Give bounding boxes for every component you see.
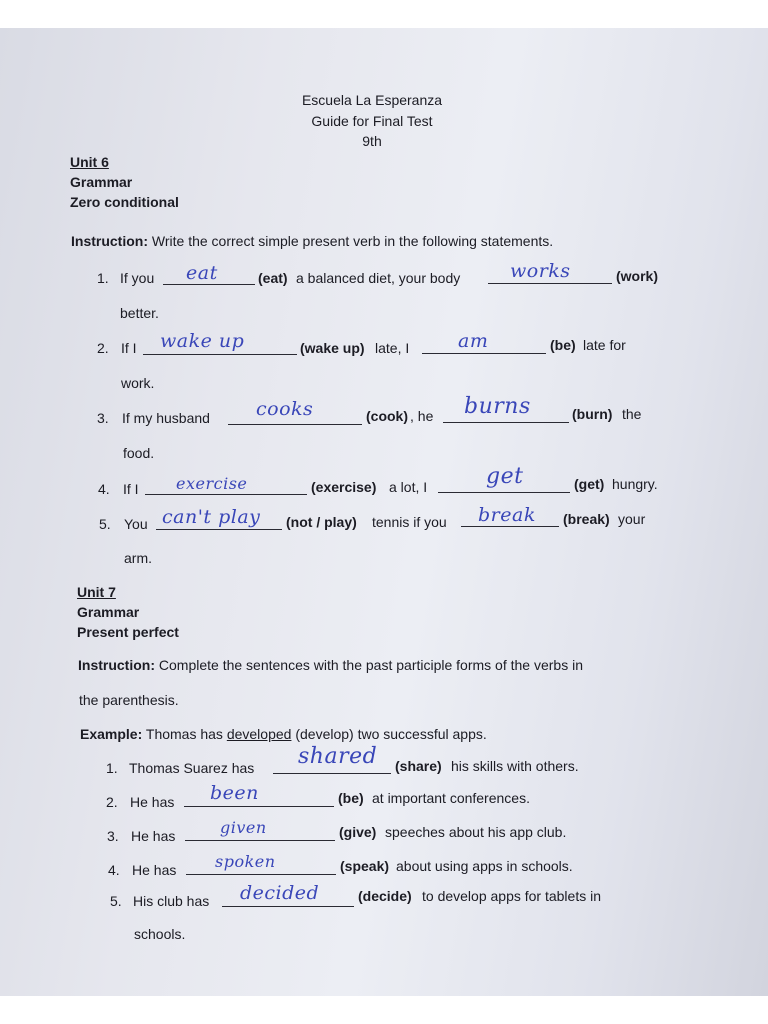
sentence-text: hungry.: [612, 476, 658, 492]
handwritten-answer: burns: [464, 394, 531, 419]
item-number: 3.: [97, 410, 109, 426]
sentence-text: He has: [132, 862, 177, 878]
handwritten-answer: given: [220, 818, 267, 837]
sentence-text: the: [622, 406, 642, 422]
sentence-text: a balanced diet, your body: [296, 270, 461, 286]
verb-hint: (burn): [572, 406, 613, 422]
handwritten-answer: wake up: [160, 330, 245, 352]
handwritten-answer: exercise: [176, 474, 248, 493]
item-number: 5.: [99, 516, 111, 532]
sentence-text: If my husband: [122, 410, 210, 426]
verb-hint: (share): [395, 758, 442, 774]
guide-title: Guide for Final Test: [311, 113, 433, 129]
verb-hint: (speak): [340, 858, 390, 874]
unit6-topic: Zero conditional: [70, 194, 179, 210]
sentence-text: a lot, I: [389, 479, 428, 495]
sentence-text: If I: [121, 340, 137, 356]
handwritten-answer: break: [478, 504, 536, 526]
sentence-text: If you: [120, 270, 155, 286]
answer-blank[interactable]: [186, 874, 336, 875]
sentence-text: his skills with others.: [451, 758, 579, 774]
verb-hint: (give): [339, 824, 377, 840]
answer-blank[interactable]: [145, 494, 307, 495]
verb-hint: (exercise): [311, 479, 377, 495]
sentence-text: He has: [130, 794, 175, 810]
item-number: 1.: [97, 270, 109, 286]
handwritten-answer: eat: [186, 262, 218, 284]
sentence-text: , he: [410, 408, 434, 424]
unit7-title: Unit 7: [77, 584, 116, 600]
sentence-text: You: [124, 516, 148, 532]
handwritten-answer: spoken: [215, 852, 276, 871]
item-number: 4.: [108, 862, 120, 878]
item-number: 2.: [106, 794, 118, 810]
answer-blank[interactable]: [143, 354, 297, 355]
verb-hint: (be): [338, 790, 364, 806]
sentence-text: Thomas Suarez has: [129, 760, 255, 776]
answer-blank[interactable]: [185, 840, 335, 841]
unit7-section: Grammar: [77, 604, 140, 620]
answer-blank[interactable]: [422, 353, 546, 354]
verb-hint: (be): [550, 337, 576, 353]
sentence-text: better.: [120, 305, 159, 321]
answer-blank[interactable]: [228, 424, 362, 425]
answer-blank[interactable]: [461, 526, 559, 527]
handwritten-answer: am: [458, 330, 489, 352]
unit7-instruction-cont: the parenthesis.: [79, 692, 179, 708]
answer-blank[interactable]: [156, 529, 282, 530]
handwritten-answer: shared: [298, 744, 378, 769]
verb-hint: (work): [616, 268, 658, 284]
sentence-text: your: [618, 511, 646, 527]
sentence-text: work.: [121, 375, 155, 391]
item-number: 2.: [97, 340, 109, 356]
answer-blank[interactable]: [488, 283, 612, 284]
item-number: 1.: [106, 760, 118, 776]
sentence-text: at important conferences.: [372, 790, 530, 806]
item-number: 5.: [110, 893, 122, 909]
handwritten-answer: get: [486, 464, 524, 489]
verb-hint: (break): [563, 511, 610, 527]
answer-blank[interactable]: [443, 422, 569, 423]
sentence-text: late for: [583, 337, 626, 353]
unit7-example: Example: Thomas has developed (develop) two successful apps.: [80, 726, 487, 742]
handwritten-answer: works: [510, 260, 571, 282]
sentence-text: late, I: [375, 340, 410, 356]
sentence-text: tennis if you: [372, 514, 447, 530]
verb-hint: (decide): [358, 888, 412, 904]
unit7-topic: Present perfect: [77, 624, 179, 640]
answer-blank[interactable]: [163, 284, 255, 285]
unit6-instruction: Instruction: Write the correct simple present verb in the following statements.: [71, 233, 554, 249]
verb-hint: (cook): [366, 408, 408, 424]
unit6-title: Unit 6: [70, 154, 109, 170]
handwritten-answer: been: [210, 782, 259, 804]
verb-hint: (not / play): [286, 514, 357, 530]
handwritten-answer: decided: [240, 882, 320, 904]
item-number: 3.: [107, 828, 119, 844]
sentence-text: arm.: [124, 550, 152, 566]
answer-blank[interactable]: [222, 906, 354, 907]
verb-hint: (wake up): [300, 340, 365, 356]
verb-hint: (eat): [258, 270, 288, 286]
grade-label: 9th: [362, 133, 382, 149]
sentence-text: schools.: [134, 926, 186, 942]
sentence-text: If I: [123, 481, 139, 497]
sentence-text: speeches about his app club.: [385, 824, 567, 840]
answer-blank[interactable]: [184, 806, 334, 807]
sentence-text: He has: [131, 828, 176, 844]
item-number: 4.: [98, 481, 110, 497]
sentence-text: to develop apps for tablets in: [422, 888, 602, 904]
worksheet-page: [0, 28, 768, 996]
school-name: Escuela La Esperanza: [301, 92, 443, 108]
unit6-section: Grammar: [70, 174, 133, 190]
answer-blank[interactable]: [438, 492, 570, 493]
answer-blank[interactable]: [273, 773, 391, 774]
unit7-instruction: Instruction: Complete the sentences with the past participle forms of the verbs in: [78, 657, 583, 673]
handwritten-answer: can't play: [162, 506, 261, 528]
handwritten-answer: cooks: [256, 398, 314, 420]
verb-hint: (get): [574, 476, 605, 492]
sentence-text: His club has: [133, 893, 210, 909]
sentence-text: food.: [123, 445, 155, 461]
sentence-text: about using apps in schools.: [396, 858, 573, 874]
